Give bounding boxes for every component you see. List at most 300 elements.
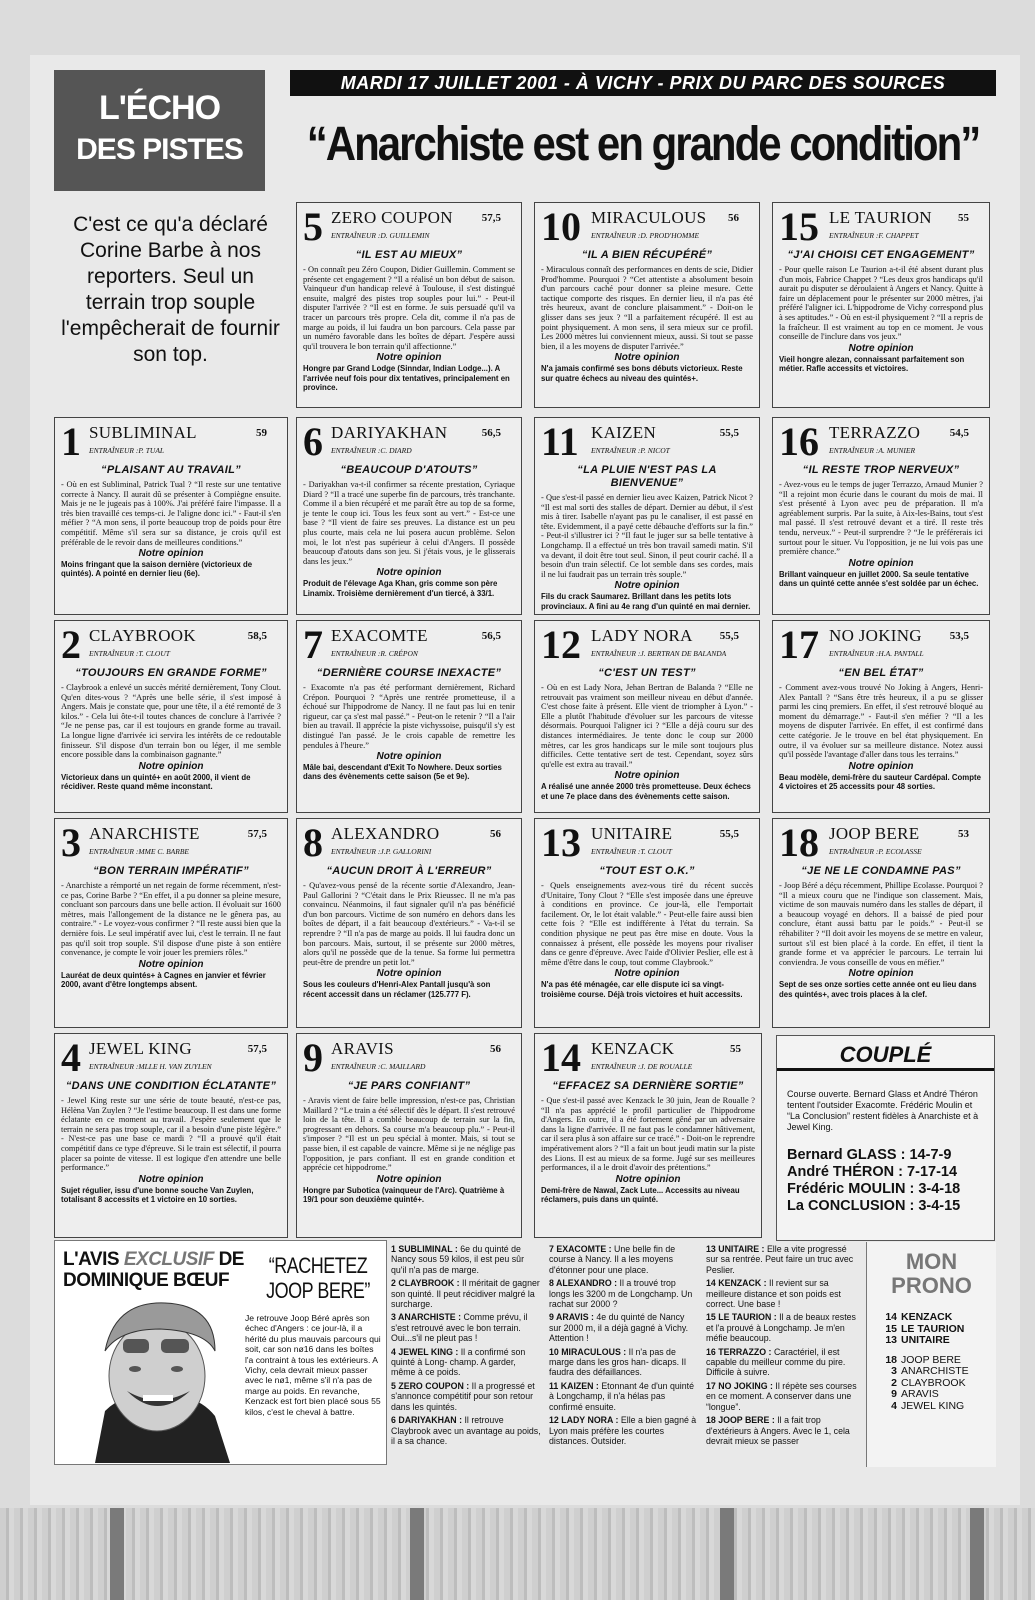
jockey-photo: [65, 1291, 243, 1463]
horse-trainer: ENTRAÎNEUR :T. CLOUT: [89, 649, 170, 658]
prono-pick-number: 4: [891, 1399, 897, 1412]
prono-note: [706, 1347, 858, 1378]
horse-name: JEWEL KING: [89, 1039, 192, 1058]
horse-trainer: ENTRAÎNEUR :J. DE ROUALLE: [591, 1062, 693, 1071]
horse-quote: “JE NE LE CONDAMNE PAS”: [801, 865, 961, 877]
horse-quote: “C'EST UN TEST”: [598, 667, 696, 679]
prono-note: [706, 1244, 858, 1275]
prono-pick: [879, 1389, 990, 1401]
section-label-box: [54, 70, 265, 191]
horse-weight: 56,5: [481, 427, 501, 439]
prono-note-text: Il a progressé et s'annonce compétitif pour son retour dans les quintés.: [391, 1380, 535, 1412]
horse-quote: “TOUT EST O.K.”: [599, 865, 695, 877]
horse-weight: 57,5: [481, 212, 501, 224]
opinion-label: Notre opinion: [376, 1173, 442, 1185]
horse-weight: 56: [728, 212, 739, 224]
horse-interview: - Aravis vient de faire belle impression, n'est-ce pas, Christian Maillard ? “Le train a été sélectif dès le départ. Il s'est retrouvé loin de la tête. Il a comblé beaucoup de terrain sur la fin, progressant en dehors. Sa course m'a beaucoup plu.” - Peut-il s'imposer ? “Il est un peu spécial à monter. Mais, si tout se passe bien, il est capable de vaincre. Même si je ne néglige pas l'opposition, je pars confiant. Il est en grande condition et apprécie cet hippodrome.”: [303, 1096, 515, 1173]
horse-weight: 56,5: [481, 630, 501, 642]
prono-notes-column: [706, 1244, 858, 1449]
horse-name: EXACOMTE: [331, 626, 428, 645]
horse-number: 13: [541, 820, 581, 865]
couple-pick-sep: :: [905, 1198, 919, 1214]
horse-quote: “IL A BIEN RÉCUPÉRÉ”: [581, 249, 713, 261]
horse-number: 5: [303, 204, 323, 249]
prono-pick-name: ARAVIS: [901, 1388, 939, 1400]
horse-quote: “IL RESTE TROP NERVEUX”: [802, 464, 960, 476]
prono-note-text: Il n'a pas de marge dans les gros han- dicaps. Il faudra des défaillances.: [549, 1346, 686, 1378]
horse-card: [772, 620, 990, 813]
horse-name: LE TAURION: [829, 208, 932, 227]
prono-note: [549, 1347, 699, 1378]
couple-pick-sep: :: [896, 1147, 910, 1163]
prono-note-horse: 18 JOOP BERE :: [706, 1415, 775, 1426]
couple-pick-combo: 3-4-15: [918, 1198, 961, 1214]
prono-note-text: Il répète ses courses en ce moment. A conserver dans une “longue”.: [706, 1380, 857, 1412]
horse-interview: - Joop Béré a déçu récemment, Phillipe Ecolasse. Pourquoi ? “Il a mieux couru que ne l'indique son classement. Mais, victime de son mauvais numéro dans les stalles de départ, il a beaucoup voyagé en dehors. Il a baissé de pied pour conclure, étant aussi battu par le poids.” - Peut-il se réhabiliter ? “Il doit avoir les moyens de se mettre en valeur, surtout s'il est bien placé à la corde. En effet, il tient la grande forme et va apprécier le parcours. Le terrain lui conviendra. Je vous conseille de vous en méfier.”: [779, 881, 983, 967]
horse-weight: 53: [958, 828, 969, 840]
opinion-label: Notre opinion: [376, 352, 442, 364]
horse-trainer: ENTRAÎNEUR :A. MUNIER: [829, 446, 916, 455]
page-bottom-bar: [720, 1508, 734, 1600]
horse-opinion: Beau modèle, demi-frère du sauteur Cardépal. Compte 4 victoires et 25 accessits pour 48 sorties.: [779, 772, 981, 791]
horse-number: 12: [541, 622, 581, 667]
page-bottom-bar: [110, 1508, 124, 1600]
horse-trainer: ENTRAÎNEUR :T. CLOUT: [591, 847, 672, 856]
horse-weight: 59: [256, 427, 267, 439]
horse-interview: - Que s'est-il passé en dernier lieu avec Kaizen, Patrick Nicot ? “Il est mal sorti des stalles de départ. Dernier au début, il s'est mis à tirer. Isabelle n'ayant pas pu le canaliser, il est passé en tête. Evidemment, il a payé cette débauche d'efforts sur la fin.” - Peut-il s'illustrer ici ? “Il faut le juger sur sa belle tentative à Longchamp. Il a effectué un très bon travail samedi matin. S'il va devant, il doit être tout seul. Sinon, il peut courir caché. Il a besoin d'un train sélectif. Ce lot semble dans ses cordes, mais il ne lui faudrait pas un terrain très souple.”: [541, 493, 753, 579]
horse-card: [772, 202, 990, 408]
prono-note-horse: 16 TERRAZZO :: [706, 1346, 772, 1357]
horse-card: [534, 202, 760, 408]
opinion-label: Notre opinion: [376, 567, 442, 579]
opinion-label: Notre opinion: [614, 580, 680, 592]
horse-card: [296, 620, 522, 813]
prono-note-horse: 5 ZERO COUPON :: [391, 1380, 470, 1391]
horse-card: [296, 202, 522, 408]
horse-trainer: ENTRAÎNEUR :F. CHAPPET: [829, 231, 919, 240]
prono-pick: [879, 1366, 990, 1378]
prono-pick-top: [879, 1335, 990, 1347]
horse-quote: “LA PLUIE N'EST PAS LA BIENVENUE”: [577, 464, 717, 489]
horse-number: 7: [303, 622, 323, 667]
prono-note-horse: 17 NO JOKING :: [706, 1380, 773, 1391]
horse-card-header: [61, 622, 281, 667]
couple-pick-row: [787, 1147, 984, 1164]
couple-pick-sep: :: [894, 1164, 908, 1180]
mon-prono-list: [873, 1312, 990, 1412]
opinion-label: Notre opinion: [138, 958, 204, 970]
horse-card-header: [61, 820, 281, 865]
prono-pick-name: ANARCHISTE: [901, 1365, 969, 1377]
section-label-line2: DES PISTES: [76, 133, 243, 166]
horse-opinion: Produit de l'élevage Aga Khan, gris comme son père Linamix. Troisième dernièrement d'un tiercé, à 33/1.: [303, 579, 498, 598]
horse-card-header: [303, 622, 515, 667]
couple-intro: Course ouverte. Bernard Glass et André Théron tentent l'outsider Exacomte. Frédéric Moulin et “La Conclusion” restent fidèles à Anarchiste et à Jewel King.: [787, 1089, 979, 1132]
horse-name: ANARCHISTE: [89, 824, 200, 843]
horse-quote: “J'AI CHOISI CET ENGAGEMENT”: [787, 249, 975, 261]
horse-quote: “BON TERRAIN IMPÉRATIF”: [93, 865, 249, 877]
horse-name: KAIZEN: [591, 423, 657, 442]
horse-card: [54, 1033, 288, 1238]
horse-card: [534, 417, 760, 615]
prono-pick-number: 9: [891, 1388, 897, 1400]
horse-card-header: [779, 820, 983, 865]
horse-number: 17: [779, 622, 819, 667]
prono-note-text: Une belle fin de course à Nancy. Il a les moyens d'étonner pour une place.: [549, 1244, 676, 1275]
avis-title-pre: L'AVIS: [63, 1249, 124, 1270]
horse-trainer: ENTRAÎNEUR :P. NICOT: [591, 446, 670, 455]
horse-quote: “BEAUCOUP D'ATOUTS”: [340, 464, 478, 476]
opinion-label: Notre opinion: [848, 968, 914, 980]
horse-number: 2: [61, 622, 81, 667]
horse-card-header: [303, 820, 515, 865]
horse-name: SUBLIMINAL: [89, 423, 197, 442]
horse-card: [772, 818, 990, 1028]
horse-weight: 56: [490, 828, 501, 840]
prono-note-horse: 8 ALEXANDRO :: [549, 1278, 618, 1289]
horse-trainer: ENTRAÎNEUR :MLLE H. VAN ZUYLEN: [89, 1062, 212, 1071]
horse-card: [54, 620, 288, 813]
horse-name: NO JOKING: [829, 626, 922, 645]
prono-note: [706, 1415, 858, 1446]
opinion-label: Notre opinion: [376, 751, 442, 763]
horse-number: 11: [541, 419, 579, 464]
couple-pick-row: [787, 1181, 984, 1198]
horse-card: [534, 818, 760, 1028]
horse-name: ZERO COUPON: [331, 208, 453, 227]
opinion-label: Notre opinion: [614, 968, 680, 980]
horse-weight: 55,5: [719, 630, 739, 642]
prono-note-horse: 9 ARAVIS :: [549, 1312, 594, 1323]
prono-pick-name: LE TAURION: [901, 1322, 965, 1335]
horse-opinion: Sept de ses onze sorties cette année ont eu lieu dans des quintés+, avec trois places à la clef.: [779, 980, 977, 999]
horse-quote: “PLAISANT AU TRAVAIL”: [101, 464, 241, 476]
horse-number: 18: [779, 820, 819, 865]
dateline-banner: MARDI 17 JUILLET 2001 - À VICHY - PRIX DU PARC DES SOURCES: [290, 70, 996, 96]
opinion-label: Notre opinion: [376, 968, 442, 980]
horse-name: DARIYAKHAN: [331, 423, 448, 442]
horse-interview: - Quels enseignements avez-vous tiré du récent succès d'Unitaire, Tony Clout ? “Elle s'est imposée dans une épreuve à conditions en province. Ce jour-là, elle l'emportait facilement. Or, le lot était valable.” - Peut-elle faire aussi bien cette fois ? “Elle est indifférente à l'état du terrain. Sa condition physique ne peut pas être mise en doute. Vous la connaissez à présent, elle possède les moyens pour rivaliser dans ce genre d'épreuve. Avec l'aide d'Olivier Peslier, elle est à même d'être dans le coup, tout comme Claybrook.”: [541, 881, 753, 967]
expert-opinion-box: [54, 1240, 387, 1465]
horse-card-header: [541, 1035, 755, 1080]
horse-opinion: Lauréat de deux quintés+ à Cagnes en janvier et février 2000, avant d'être longtemps absent.: [61, 970, 266, 989]
horse-trainer: ENTRAÎNEUR :R. CRÉPON: [331, 649, 418, 658]
horse-interview: - Qu'avez-vous pensé de la récente sortie d'Alexandro, Jean-Paul Gallorini ? “C'était dans le Prix Rieussec. Il ne m'a pas convaincu. Néanmoins, il faut signaler qu'il n'a pas bénéficié d'un bon parcours. Victime de son numéro en dehors dans les boîtes de départ, il a fait beaucoup d'extérieurs.” - Va-t-il se reprendre ? “Il n'a pas de marge au poids. Il lui faudra donc un bon parcours. Mais, surtout, il se présente sur 2000 mètres, alors qu'il ne possède que de la tenue. Sa forme lui permettra peut-être de prendre un petit lot.”: [303, 881, 515, 967]
horse-number: 15: [779, 204, 819, 249]
horse-card-header: [303, 419, 515, 464]
avis-title-exclusive: EXCLUSIF: [123, 1249, 214, 1270]
expert-opinion-text: Je retrouve Joop Béré après son échec d'Angers : ce jour-là, il a hérité du plus mauvais parcours qui soit, car son nø16 dans les boîtes l'a contraint à tous les extérieurs. A Vichy, cela devrait mieux passer avec le nø1, même s'il n'a pas de marge au poids. En revanche, Kenzack est fort bien placé sous 55 kilos, c'est le cheval à battre.: [245, 1313, 381, 1417]
opinion-label: Notre opinion: [614, 352, 680, 364]
prono-note-horse: 6 DARIYAKHAN :: [391, 1415, 463, 1426]
horse-weight: 57,5: [247, 1043, 267, 1055]
horse-opinion: Demi-frère de Nawal, Zack Lute... Accessits au niveau réclamers, puis dans un quinté.: [541, 1185, 740, 1204]
couple-pick-name: Bernard GLASS: [787, 1147, 897, 1163]
horse-opinion: Brillant vainqueur en juillet 2000. Sa seule tentative dans un quinté cette année s'est soldée par un échec.: [779, 569, 979, 588]
horse-interview: - Claybrook a enlevé un succès mérité dernièrement, Tony Clout. Qu'en dites-vous ? “Après une belle série, il s'est imposé à Angers. Mais je constate que, pour une tête, il a été remonté de 3 kilos.” - Cela lui ôte-t-il toutes chances de conclure à l'arrivée ? “Je ne pense pas, car il est toujours en grande forme au travail. La longue ligne d'arrivée ici servira les intérêts de ce redoutable finisseur. S'il dispose d'un terrain bon ou léger, il me semble encore possible dans la combinaison gagnante.”: [61, 683, 281, 760]
prono-note-horse: 10 MIRACULOUS :: [549, 1346, 627, 1357]
couple-pick-combo: 14-7-9: [909, 1147, 952, 1163]
horse-weight: 54,5: [949, 427, 969, 439]
horse-name: ALEXANDRO: [331, 824, 440, 843]
prono-note: [391, 1312, 541, 1343]
horse-number: 16: [779, 419, 819, 464]
horse-card-header: [541, 622, 753, 667]
horse-interview: - Pour quelle raison Le Taurion a-t-il été absent durant plus d'un mois, Fabrice Chappet ? “Les deux gros handicaps qu'il aurait pu disputer se déroulaient à Angers et Nancy. Quitte à faire un déplacement pour le présenter sur 2000 mètres, j'ai préféré l'aligner ici. L'hippodrome de Vichy correspond plus à ses aptitudes.” - Où en est-il physiquement ? “Il a repris de la fraîcheur. Il est vraiment au top en ce moment. Je vous conseille de l'inclure dans vos jeux.”: [779, 265, 983, 342]
horse-opinion: Victorieux dans un quinté+ en août 2000, il vient de récidiver. Reste quand même inconstant.: [61, 772, 251, 791]
horse-opinion: N'a jamais confirmé ses bons débuts victorieux. Reste sur quatre échecs au niveau des quintés+.: [541, 364, 743, 383]
prono-note-text: 4e du quinté de Nancy sur 2000 m, il a déjà gagné à Vichy. Attention !: [549, 1312, 689, 1344]
horse-card-header: [303, 204, 515, 249]
horse-quote: “DANS UNE CONDITION ÉCLATANTE”: [65, 1080, 277, 1092]
horse-number: 9: [303, 1035, 323, 1080]
couple-pick-combo: 3-4-18: [918, 1181, 961, 1197]
page-headline: “Anarchiste est en grande condition”: [306, 116, 980, 171]
horse-interview: - Où en est Lady Nora, Jehan Bertran de Balanda ? “Elle ne retrouvait pas vraiment son meilleur niveau en début d'année. C'est chose faite à présent. Elle vient de triompher à Lyon.” - Elle a plutôt l'habitude d'évoluer sur les parcours de vitesse désormais. Pourquoi l'aligner ici ? “Elle a déjà couru sur des distances intermédiaires. Je tente donc le coup sur 2000 mètres, car les gros handicaps sur le mile sont toujours plus difficiles. Cette tentative sert de test. Cependant, soyez sûrs qu'elle est extra au travail.”: [541, 683, 753, 769]
couple-picks: [787, 1147, 984, 1215]
horse-name: ARAVIS: [331, 1039, 394, 1058]
prono-pick-top: [879, 1312, 990, 1324]
horse-card: [534, 1033, 762, 1238]
horse-trainer: ENTRAÎNEUR :J.P. GALLORINI: [331, 847, 432, 856]
prono-note: [706, 1278, 858, 1309]
prono-note: [549, 1415, 699, 1446]
prono-note: [391, 1381, 541, 1412]
horse-opinion: Sous les couleurs d'Henri-Alex Pantall jusqu'à son récent accessit dans un réclamer (125.777 F).: [303, 980, 491, 999]
horse-weight: 57,5: [247, 828, 267, 840]
prono-pick-number: 14: [885, 1311, 897, 1323]
horse-card-header: [779, 622, 983, 667]
prono-note-text: Il a fait trop d'extérieurs à Angers. Avec le 1, cela devrait mieux se passer: [706, 1415, 850, 1446]
horse-card: [296, 1033, 522, 1238]
couple-box: [776, 1035, 995, 1241]
prono-note-text: Elle a vite progressé sur sa rentrée. Peut faire un truc avec Peslier.: [706, 1244, 854, 1275]
prono-note-horse: 11 KAIZEN :: [549, 1380, 599, 1391]
horse-number: 14: [541, 1035, 581, 1080]
prono-note-horse: 7 EXACOMTE :: [549, 1244, 612, 1254]
horse-interview: - Où en est Subliminal, Patrick Tual ? “Il reste sur une tentative correcte à Nancy. Il aurait dû se présenter à Compiègne ensuite. Mais je ne le jugeais pas à 100%. J'ai préféré faire l'impasse. Il a très bien travaillé ces temps-ci. Je l'aligne donc ici.” - Faut-il s'en méfier ? “A mon sens, il porte beaucoup trop de poids pour être compétitif. Même s'il sera sur sa distance, je crois qu'il est préférable de le revoir dans de meilleures conditions.”: [61, 480, 281, 547]
prono-pick-number: 2: [891, 1376, 897, 1389]
intro-text: C'est ce qu'a déclaré Corine Barbe à nos reporters. Seul un terrain trop souple l'empêcherait de fournir son top.: [61, 213, 280, 366]
horse-interview: - Exacomte n'a pas été performant dernièrement, Richard Crépon. Pourquoi ? “Après une rentrée prometteuse, il a échoué sur l'hippodrome de Nancy. Il ne faut pas lui en tenir rigueur, car ça s'est mal passé.” - Peut-on le retenir ? “Il a l'air bien au travail. Il apprécie la piste vichyssoise, puisqu'il s'y est distingué l'an passé. Je le crois capable de remettre les pendules à l'heure.”: [303, 683, 515, 750]
prono-note: [391, 1244, 541, 1275]
horse-opinion: N'a pas été ménagée, car elle dispute ici sa vingt-troisième course. Déjà trois victoires et huit accessits.: [541, 980, 743, 999]
prono-note-horse: 1 SUBLIMINAL :: [391, 1244, 458, 1254]
horse-name: CLAYBROOK: [89, 626, 196, 645]
prono-pick-number: 18: [885, 1353, 897, 1366]
opinion-label: Notre opinion: [615, 1173, 681, 1185]
couple-pick-sep: :: [905, 1181, 919, 1197]
prono-pick-number: 15: [885, 1322, 897, 1335]
prono-note: [549, 1381, 699, 1412]
expert-opinion-title: [63, 1249, 263, 1291]
prono-pick-name: JEWEL KING: [901, 1399, 965, 1412]
mon-prono-title-line2: PRONO: [891, 1273, 972, 1298]
horse-name: TERRAZZO: [829, 423, 921, 442]
prono-note-text: Il revient sur sa meilleure distance et son poids est correct. Une base !: [706, 1278, 841, 1310]
horse-number: 6: [303, 419, 323, 464]
horse-number: 3: [61, 820, 81, 865]
horse-trainer: ENTRAÎNEUR :J. BERTRAN DE BALANDA: [591, 649, 727, 658]
prono-note-horse: 14 KENZACK :: [706, 1278, 767, 1289]
horse-number: 8: [303, 820, 323, 865]
horse-card-header: [303, 1035, 515, 1080]
horse-weight: 58,5: [247, 630, 267, 642]
prono-note-horse: 4 JEWEL KING :: [391, 1346, 459, 1357]
horse-card: [296, 818, 522, 1028]
horse-interview: - Miraculous connaît des performances en dents de scie, Didier Prod'homme. Pourquoi ? “Cet attentiste a absolument besoin d'un parcours caché pour donner sa pleine mesure. Cette tactique comporte des risques. En dernier lieu, il n'a pas été très heureux, avant de conclure plaisamment.” - Doit-on le glisser dans ses jeux ? “Il a parfaitement récupéré. Il est au point physiquement. A mon sens, il sera mieux sur ce profil. Les 2000 mètres lui conviennent mieux, aussi. Si tout se passe bien, il a les moyens de disputer l'arrivée.”: [541, 265, 753, 351]
prono-note-text: 6e du quinté de Nancy sous 59 kilos, il est peu sûr qu'il n'a pas de marge.: [391, 1244, 524, 1275]
prono-note-text: Il a trouvé trop longs les 3200 m de Longchamp. Un rachat sur 2000 ?: [549, 1278, 693, 1310]
horse-trainer: ENTRAÎNEUR :D. PROD'HOMME: [591, 231, 700, 240]
horse-trainer: ENTRAÎNEUR :MME C. BARBE: [89, 847, 189, 856]
prono-note: [391, 1415, 541, 1446]
horse-opinion: Hongre par Subotica (vainqueur de l'Arc). Quatrième à 19/1 pour son deuxième quinté+.: [303, 1185, 505, 1204]
prono-pick-name: UNITAIRE: [901, 1334, 950, 1346]
horse-name: MIRACULOUS: [591, 208, 707, 227]
prono-note-text: Elle a bien gagné à Lyon mais préfère les courtes distances. Outsider.: [549, 1415, 697, 1446]
horse-card-header: [541, 820, 753, 865]
prono-note-horse: 2 CLAYBROOK :: [391, 1278, 460, 1289]
horse-opinion: Sujet régulier, issu d'une bonne souche Van Zuylen, totalisant 8 accessits et 1 victoire en 10 sorties.: [61, 1185, 254, 1204]
prono-note: [549, 1278, 699, 1309]
prono-pick-number: 13: [885, 1334, 897, 1346]
prono-note-text: Il méritait de gagner son quinté. Il peut récidiver malgré la surcharge.: [391, 1278, 540, 1310]
horse-opinion: Hongre par Grand Lodge (Sinndar, Indian Lodge...). A l'arrivée neuf fois pour dix tentatives, principalement en province.: [303, 364, 510, 392]
couple-title: COUPLÉ: [777, 1042, 994, 1071]
horse-weight: 53,5: [949, 630, 969, 642]
horse-interview: - Jewel King reste sur une série de toute beauté, n'est-ce pas, Hélèna Van Zuylen ? “Je l'estime beaucoup. Il est dans une forme éclatante en ce moment au travail. J'espère seulement que le terrain ne sera pas trop souple, car il a besoin d'une piste légère.” - N'est-ce pas une base ce mardi ? “Il a prouvé qu'il était compétitif dans ce type d'épreuve. Si le train est sélectif, il pourra placer sa pointe de vitesse. Il est logique d'en attendre une belle performance.”: [61, 1096, 281, 1173]
opinion-label: Notre opinion: [138, 548, 204, 560]
prono-pick-name: CLAYBROOK: [901, 1376, 966, 1389]
horse-card: [54, 818, 288, 1028]
opinion-label: Notre opinion: [848, 342, 914, 354]
couple-pick-combo: 7-17-14: [907, 1164, 958, 1180]
horse-name: KENZACK: [591, 1039, 675, 1058]
prono-pick-name: JOOP BERE: [901, 1353, 961, 1366]
prono-note-horse: 12 LADY NORA :: [549, 1415, 619, 1426]
horse-opinion: Vieil hongre alezan, connaissant parfaitement son métier. Rafle accessits et victoires.: [779, 354, 965, 373]
couple-pick-name: Frédéric MOULIN: [787, 1181, 906, 1197]
horse-trainer: ENTRAÎNEUR :D. GUILLEMIN: [331, 231, 430, 240]
prono-note: [706, 1381, 858, 1412]
horse-card: [534, 620, 760, 813]
horse-quote: “AUCUN DROIT À L'ERREUR”: [326, 865, 492, 877]
horse-quote: “TOUJOURS EN GRANDE FORME”: [75, 667, 267, 679]
horse-quote: “JE PARS CONFIANT”: [347, 1080, 471, 1092]
expert-opinion-headline: “RACHETEZ JOOP BERE”: [266, 1253, 370, 1303]
horse-card: [296, 417, 522, 615]
horse-name: JOOP BERE: [829, 824, 920, 843]
prono-notes-column: [391, 1244, 541, 1449]
prono-note: [549, 1244, 699, 1275]
horse-quote: “EFFACEZ SA DERNIÈRE SORTIE”: [552, 1080, 744, 1092]
prono-note-text: Il a confirmé son quinté à Long- champ. A garder, même à ce poids.: [391, 1346, 526, 1378]
mon-prono-box: [866, 1242, 996, 1467]
horse-number: 10: [541, 204, 581, 249]
horse-opinion: Moins fringant que la saison dernière (victorieux de quintés). A pointé en dernier lieu (6e).: [61, 560, 253, 579]
prono-pick: [879, 1401, 990, 1413]
prono-note: [391, 1278, 541, 1309]
horse-interview: - Anarchiste a rémporté un net regain de forme récemment, n'est-ce pas, Corine Barbe ? “En effet, il a pu donner sa pleine mesure, concluant son parcours dans une belle action. Il évoluait sur 1600 mètres, mais l'allongement de la distance ne le gênera pas, au contraire.” - Le voyez-vous confirmer ? “Il reste aussi bien que la dernière fois. Le seul impératif avec lui, c'est le terrain. Il ne faut pas qu'il soit trop souple. S'il dispose d'une piste à son entière convenance, je compte le voir jouer les premiers rôles.”: [61, 881, 281, 958]
horse-card: [54, 417, 288, 615]
horse-card-header: [61, 1035, 281, 1080]
prono-note-horse: 13 UNITAIRE :: [706, 1244, 765, 1254]
prono-note-text: Il a de beaux restes et l'a prouvé à Longchamp. Je m'en méfie beaucoup.: [706, 1312, 856, 1344]
horse-trainer: ENTRAÎNEUR :C. DIARD: [331, 446, 412, 455]
prono-note-text: Etonnant 4e d'un quinté à Longchamp, il n'a hélas pas confirmé ensuite.: [549, 1380, 694, 1412]
opinion-label: Notre opinion: [614, 770, 680, 782]
prono-note-text: Comme prévu, il s'est retrouvé avec le bon terrain. Oui...s'il ne pleut pas !: [391, 1312, 528, 1344]
horse-interview: - Que s'est-il passé avec Kenzack le 30 juin, Jean de Roualle ? “Il n'a pas apprécié le profil particulier de l'hippodrome d'Angers. En outre, il a été fortement gêné par un adversaire dans la ligne d'arrivée. Il ne faut pas le condamner hâtivement, car il sera plus à son affaire sur ce tracé.” - Doit-on le reprendre impérativement alors ? “Il a fait un bout jeudi matin sur la piste des Lions. Il est au mieux de sa forme. Jugé sur ses meilleures performances, il a le droit d'avoir des prétentions.”: [541, 1096, 755, 1173]
couple-pick-row: [787, 1198, 984, 1215]
horse-card-header: [541, 204, 753, 249]
prono-pick-number: 3: [891, 1365, 897, 1377]
horse-interview: - On connaît peu Zéro Coupon, Didier Guillemin. Comment se présente cet engagement ? “Il a réalisé un bon début de saison. Vainqueur d'un handicap relevé à Toulouse, il s'est distingué ensuite, malgré des pistes trop souples pour lui.” - Peut-il disputer l'arrivée ? “Il est en forme. Je suis persuadé qu'il va tracer un parcours très propre. Cela dit, comme il n'a pas de marge au poids, il lui faudra un bon parcours. Cela passe par un numéro favorable dans les boîtes de départ. J'espère aussi qu'il trouvera le bon terrain qu'il affectionne.”: [303, 265, 515, 351]
page-bottom-bar: [410, 1508, 424, 1600]
prono-note: [706, 1312, 858, 1343]
prono-notes-column: [549, 1244, 699, 1449]
page-bottom-bar: [970, 1508, 984, 1600]
horse-interview: - Dariyakhan va-t-il confirmer sa récente prestation, Cyriaque Diard ? “Il a tracé une superbe fin de parcours, très tranchante. Comme il a bien récupéré et me paraît être au top de sa forme, je tente le coup ici. Tous les feux sont au vert.” - Est-ce une base ? “Il vient de faire ses preuves. La distance est un peu plus courte, mais cela ne lui posera aucun problème. Selon moi, le lot n'est pas supérieur à celui d'Angers. Il possède beaucoup d'atouts dans son jeu. Si j'étais vous, je le glisserais dans les jeux.”: [303, 480, 515, 566]
couple-pick-row: [787, 1164, 984, 1181]
horse-interview: - Comment avez-vous trouvé No Joking à Angers, Henri-Alex Pantall ? “Sans être très heureux, il a pu se glisser parmi les cinq premiers. En effet, il s'est retrouvé bloqué au moment du démarrage.” - Faut-il s'en méfier ? “Il a les moyens de disputer l'arrivée. En effet, il est confirmé dans cette catégorie. Je le trouve en bel état physiquement. En outre, il va évoluer sur sa meilleure distance. Notez aussi qu'il possède l'avantage d'aller dans tous les terrains.”: [779, 683, 983, 760]
prono-pick-name: KENZACK: [901, 1311, 953, 1323]
horse-card: [772, 417, 990, 615]
horse-trainer: ENTRAÎNEUR :P. TUAL: [89, 446, 165, 455]
horse-name: LADY NORA: [591, 626, 693, 645]
opinion-label: Notre opinion: [848, 557, 914, 569]
horse-weight: 55,5: [719, 828, 739, 840]
horse-opinion: Fils du crack Saumarez. Brillant dans les petits lots provinciaux. A fini au 4e rang d'un quinté en mai dernier.: [541, 592, 751, 611]
horse-weight: 55: [730, 1043, 741, 1055]
prono-note-text: Il retrouve Claybrook avec un avantage au poids, il a sa chance.: [391, 1415, 541, 1446]
prono-note-horse: 15 LE TAURION :: [706, 1312, 777, 1323]
couple-pick-name: La CONCLUSION: [787, 1198, 906, 1214]
prono-note: [549, 1312, 699, 1343]
horse-opinion: Mâle bai, descendant d'Exit To Nowhere. Deux sorties dans des évènements cette saison (5e et 9e).: [303, 763, 502, 782]
horse-name: UNITAIRE: [591, 824, 673, 843]
horse-trainer: ENTRAÎNEUR :H.A. PANTALL: [829, 649, 924, 658]
horse-weight: 55: [958, 212, 969, 224]
horse-weight: 56: [490, 1043, 501, 1055]
horse-quote: “DERNIÈRE COURSE INEXACTE”: [316, 667, 502, 679]
opinion-label: Notre opinion: [138, 1173, 204, 1185]
avis-title-post: DE DOMINIQUE BŒUF: [63, 1249, 244, 1291]
horse-weight: 55,5: [719, 427, 739, 439]
horse-quote: “IL EST AU MIEUX”: [355, 249, 463, 261]
horse-card-header: [541, 419, 753, 464]
horse-card-header: [779, 204, 983, 249]
horse-trainer: ENTRAÎNEUR :P. ECOLASSE: [829, 847, 922, 856]
prono-note-text: Caractériel, il est capable du meilleur comme du pire. Difficile à suivre.: [706, 1346, 846, 1378]
opinion-label: Notre opinion: [138, 760, 204, 772]
opinion-label: Notre opinion: [848, 760, 914, 772]
horse-quote: “EN BEL ÉTAT”: [838, 667, 924, 679]
couple-pick-name: André THÉRON: [787, 1164, 895, 1180]
mon-prono-title-line1: MON: [905, 1249, 958, 1274]
page-bottom-edge: [0, 1508, 1035, 1600]
horse-number: 1: [61, 419, 81, 464]
horse-opinion: A réalisé une année 2000 très prometteuse. Deux échecs et une 7e place dans des évènements cette saison.: [541, 782, 751, 801]
horse-interview: - Avez-vous eu le temps de juger Terrazzo, Arnaud Munier ? “Il a rejoint mon écurie dans le courant du mois de mai. Il s'est présenté à Lyon avec peu de préparation. Il m'a agréablement surpris. Par la suite, à Aix-les-Bains, tout s'est mal passé. Il s'est retrouvé devant et a tiré. Il reste très tendu, nerveux.” - Peut-il surprendre ? “Je le préférerais ici surtout pour le situer. Vu l'opposition, je ne lui vois pas une première chance.”: [779, 480, 983, 557]
prono-note-horse: 3 ANARCHISTE :: [391, 1312, 462, 1323]
horse-trainer: ENTRAÎNEUR :C. MAILLARD: [331, 1062, 426, 1071]
section-label-line1: L'ÉCHO: [98, 89, 221, 127]
horse-card-header: [61, 419, 281, 464]
horse-card-header: [779, 419, 983, 464]
horse-number: 4: [61, 1035, 81, 1080]
